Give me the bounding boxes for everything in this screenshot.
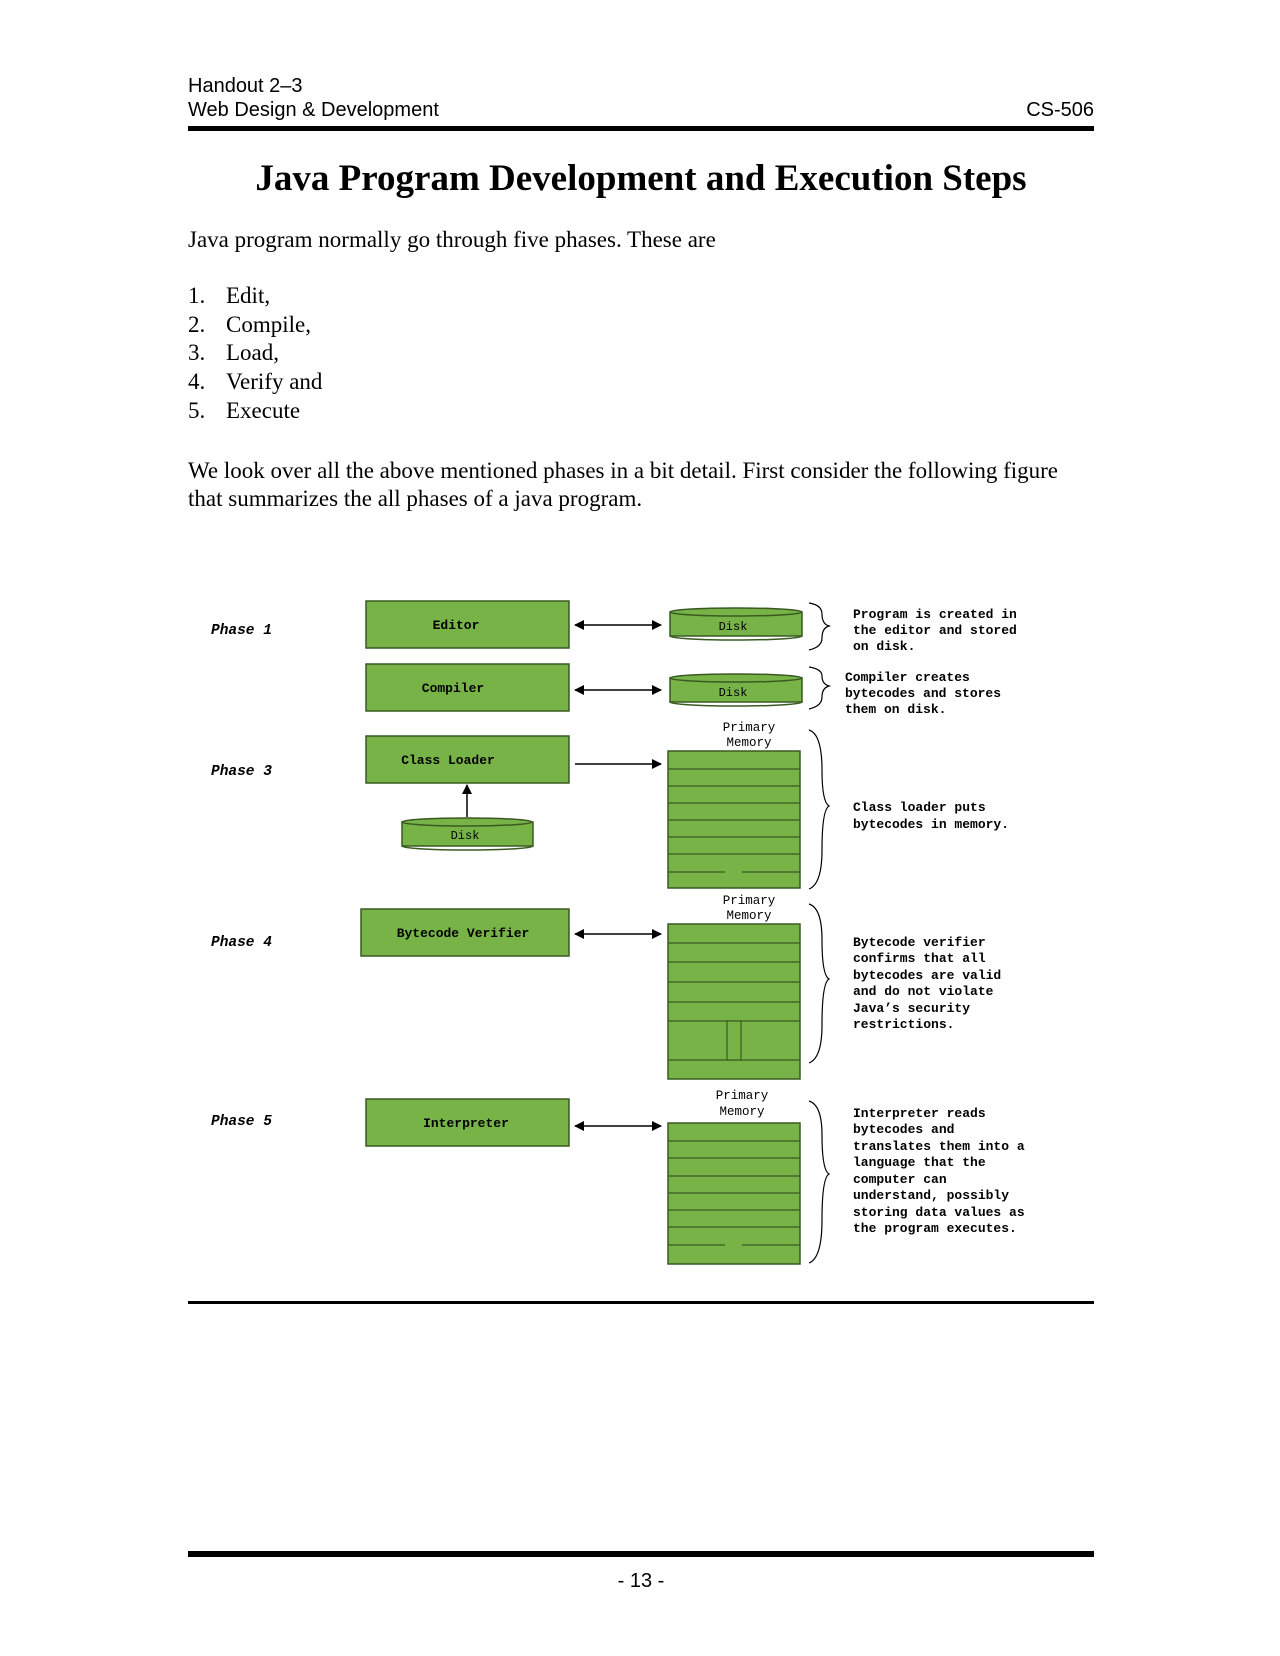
brace-2	[809, 667, 829, 709]
note-phase-4: Bytecode verifier confirms that all bytecodes are valid and do not violate Java’s security restrictions.	[853, 935, 1002, 1032]
note-phase-5: Interpreter reads bytecodes and translates them into a language that the computer can understand, possibly storing data values as the program executes.	[853, 1106, 1025, 1236]
primary-memory-4	[668, 924, 800, 1079]
phase-label-1: Phase 1	[211, 623, 272, 639]
svg-text:Disk: Disk	[718, 686, 748, 700]
brace-4	[809, 904, 829, 1063]
intro-text: Java program normally go through five phases. These are	[188, 227, 716, 252]
svg-text:Bytecode Verifier: Bytecode Verifier	[396, 926, 530, 941]
course-title: Web Design & Development	[188, 99, 439, 121]
list-item: 2. Compile,	[188, 311, 311, 337]
summary-paragraph: We look over all the above mentioned phases in a bit detail. First consider the following figure that summarizes the all phases of a java program.	[188, 458, 1059, 511]
list-item: 3. Load,	[188, 340, 280, 366]
phase-label-4: Phase 4	[211, 935, 272, 951]
primary-memory-3	[668, 751, 800, 888]
class-loader-box	[366, 736, 569, 783]
bytecode-verifier-box	[361, 909, 569, 956]
memory-label: Primary	[722, 894, 776, 908]
note-phase-3: Class loader puts bytecodes in memory.	[853, 800, 1010, 832]
interpreter-box	[366, 1099, 569, 1146]
note-phase-2: Compiler creates bytecodes and stores them on disk.	[845, 670, 1002, 717]
list-item: 4. Verify and	[188, 369, 323, 395]
svg-text:Class Loader: Class Loader	[401, 753, 495, 768]
brace-1	[809, 603, 829, 650]
svg-text:Compiler: Compiler	[421, 681, 485, 696]
brace-5	[809, 1101, 829, 1263]
svg-text:Disk: Disk	[718, 620, 748, 634]
note-phase-1: Program is created in the editor and stored on disk.	[853, 607, 1017, 654]
handout-label: Handout 2–3	[188, 75, 303, 97]
phase-label-3: Phase 3	[211, 764, 272, 780]
page-number: - 13 -	[617, 1570, 665, 1592]
memory-label: Memory	[726, 909, 772, 923]
phase-label-5: Phase 5	[211, 1114, 272, 1130]
footer-rule	[188, 1551, 1094, 1557]
page-title: Java Program Development and Execution Steps	[255, 158, 1027, 199]
memory-label: Memory	[726, 736, 772, 750]
disk-3	[402, 818, 533, 850]
memory-label: Primary	[715, 1089, 769, 1103]
memory-label: Primary	[722, 721, 776, 735]
section-rule	[188, 1301, 1094, 1304]
list-item: 1. Edit,	[188, 283, 271, 308]
editor-box	[366, 601, 569, 648]
compiler-box	[366, 664, 569, 711]
disk-2	[670, 674, 802, 706]
course-code: CS-506	[1026, 99, 1094, 121]
list-item: 5. Execute	[188, 397, 301, 423]
svg-text:Interpreter: Interpreter	[423, 1116, 509, 1131]
brace-3	[809, 730, 829, 889]
primary-memory-5	[668, 1123, 800, 1264]
svg-text:Disk: Disk	[450, 829, 480, 843]
disk-1	[670, 608, 802, 640]
svg-text:Editor: Editor	[432, 618, 480, 633]
memory-label: Memory	[719, 1105, 765, 1119]
